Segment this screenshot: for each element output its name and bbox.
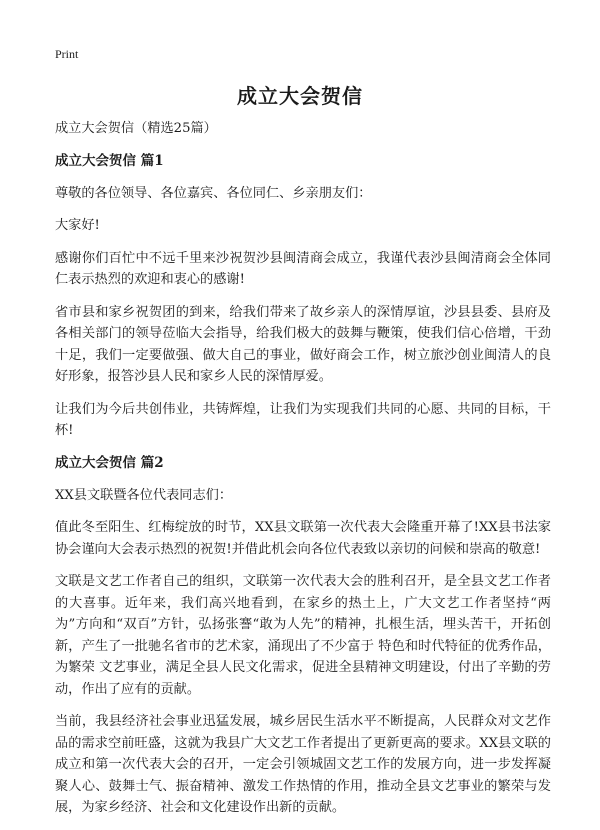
paragraph: 尊敬的各位领导、各位嘉宾、各位同仁、乡亲朋友们：	[55, 185, 372, 201]
paragraph: 大家好!	[55, 218, 100, 233]
document-body	[55, 118, 551, 830]
document-title: 成立大会贺信	[237, 84, 363, 108]
paragraph: 让我们为今后共创伟业，共铸辉煌，让我们为实现我们共同的心愿、共同的目标，干杯!	[55, 401, 551, 438]
print-link[interactable]: Print	[55, 47, 79, 61]
section-heading-1: 成立大会贺信 篇1	[55, 152, 164, 169]
paragraph: 感谢你们百忙中不远千里来沙祝贺沙县闽清商会成立，我谨代表沙县闽清商会全体同仁表示热烈的欢迎和衷心的感谢!	[55, 250, 551, 287]
paragraph: 文联是文艺工作者自己的组织，文联第一次代表大会的胜利召开，是全县文艺工作者的大喜事。近年来，我们高兴地看到，在家乡的热土上，广大文艺工作者坚持“两为”方向和“双百”方针，弘扬张謇“敢为人先”的精神，扎根生活，埋头苦干，开拓创新，产生了一批驰名省市的艺术家，涌现出了不少富于 特色和时代特征的优秀作品，为繁荣 文艺事业，满足全县人民文化需求，促进全县精神文明建设，付出了辛勤的劳动，作出了应有的贡献。	[55, 574, 551, 697]
document-subtitle: 成立大会贺信（精选25篇）	[55, 121, 217, 136]
paragraph: XX县文联暨各位代表同志们：	[55, 487, 233, 503]
paragraph: 值此冬至阳生、红梅绽放的时节，XX县文联第一次代表大会隆重开幕了!XX县书法家协会谨向大会表示热烈的祝贺!并借此机会向各位代表致以亲切的问候和崇高的敬意!	[55, 520, 551, 557]
section-heading-2: 成立大会贺信 篇2	[55, 454, 164, 471]
paragraph: 省市县和家乡祝贺团的到来，给我们带来了故乡亲人的深情厚谊，沙县县委、县府及各相关部门的领导莅临大会指导，给我们极大的鼓舞与鞭策，使我们信心倍增，干劲十足，我们一定要做强、做大自己的事业，做好商会工作，树立旅沙创业闽清人的良好形象，报答沙县人民和家乡人民的深情厚爱。	[55, 304, 551, 384]
paragraph: 当前，我县经济社会事业迅猛发展，城乡居民生活水平不断提高，人民群众对文艺作品的需求空前旺盛，这就为我县广大文艺工作者提出了更新更高的要求。XX县文联的成立和第一次代表大会的召开，一定会引领城固文艺工作的发展方向，进一步发挥凝聚人心、鼓舞士气、振奋精神、激发工作热情的作用，推动全县文艺事业的繁荣与发展，为家乡经济、社会和文化建设作出新的贡献。	[55, 714, 551, 815]
